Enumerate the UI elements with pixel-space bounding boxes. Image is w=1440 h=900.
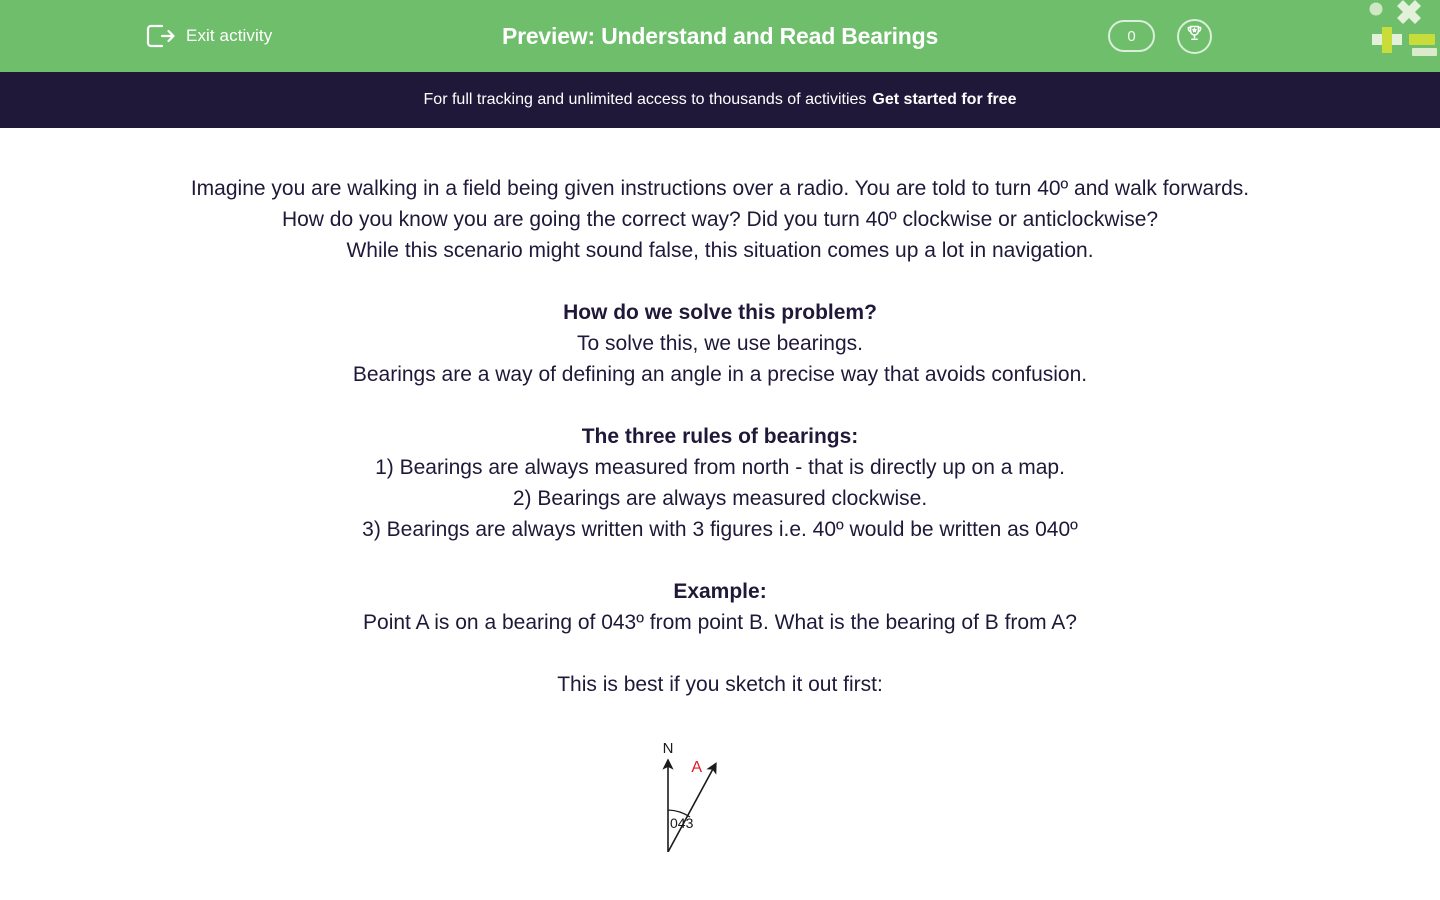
rule-item-1: 1) Bearings are always measured from north - that is directly up on a map. xyxy=(375,456,1065,479)
lesson-content xyxy=(0,128,1440,852)
promo-banner xyxy=(0,72,1440,128)
promo-text: For full tracking and unlimited access to thousands of activities xyxy=(423,91,867,108)
bearing-diagram xyxy=(0,732,1440,852)
intro-paragraph-3: While this scenario might sound false, this situation comes up a lot in navigation. xyxy=(346,239,1094,262)
rules-heading: The three rules of bearings: xyxy=(581,425,859,448)
spacer-2 xyxy=(0,390,1440,421)
example-question: Point A is on a bearing of 043º from point B. What is the bearing of B from A? xyxy=(363,611,1077,634)
spacer-3 xyxy=(0,545,1440,576)
sketch-prompt: This is best if you sketch it out first: xyxy=(557,673,883,696)
page-title: Preview: Understand and Read Bearings xyxy=(501,22,939,49)
point-a-label: A xyxy=(691,759,702,776)
solve-line-1: To solve this, we use bearings. xyxy=(577,332,863,355)
get-started-link[interactable]: Get started for free xyxy=(872,91,1017,108)
bearing-ray-line xyxy=(668,767,714,852)
score-badge[interactable]: 0 xyxy=(1108,20,1155,52)
intro-paragraph-2: How do you know you are going the correct way? Did you turn 40º clockwise or anticlockwise? xyxy=(281,208,1159,231)
angle-label: 043 xyxy=(670,815,694,831)
header-actions xyxy=(1108,0,1212,72)
example-heading: Example: xyxy=(673,580,767,603)
solve-heading: How do we solve this problem? xyxy=(563,301,877,324)
trophy-button[interactable] xyxy=(1177,19,1212,54)
intro-paragraph-1: Imagine you are walking in a field being given instructions over a radio. You are told to turn 40º and walk forwards. xyxy=(190,177,1250,200)
app-header xyxy=(0,0,1440,72)
trophy-icon xyxy=(1184,23,1205,49)
spacer-4 xyxy=(0,638,1440,669)
diagram-north-label: N xyxy=(662,740,674,757)
exit-arrow-icon xyxy=(145,23,175,49)
exit-activity-label: Exit activity xyxy=(186,26,273,45)
spacer-1 xyxy=(0,266,1440,297)
rule-item-3: 3) Bearings are always written with 3 figures i.e. 40º would be written as 040º xyxy=(362,518,1078,541)
solve-line-2: Bearings are a way of defining an angle in a precise way that avoids confusion. xyxy=(352,363,1088,386)
rule-item-2: 2) Bearings are always measured clockwise. xyxy=(512,487,928,510)
decorative-logo-pattern xyxy=(1360,0,1440,56)
exit-activity-button[interactable] xyxy=(145,0,272,72)
